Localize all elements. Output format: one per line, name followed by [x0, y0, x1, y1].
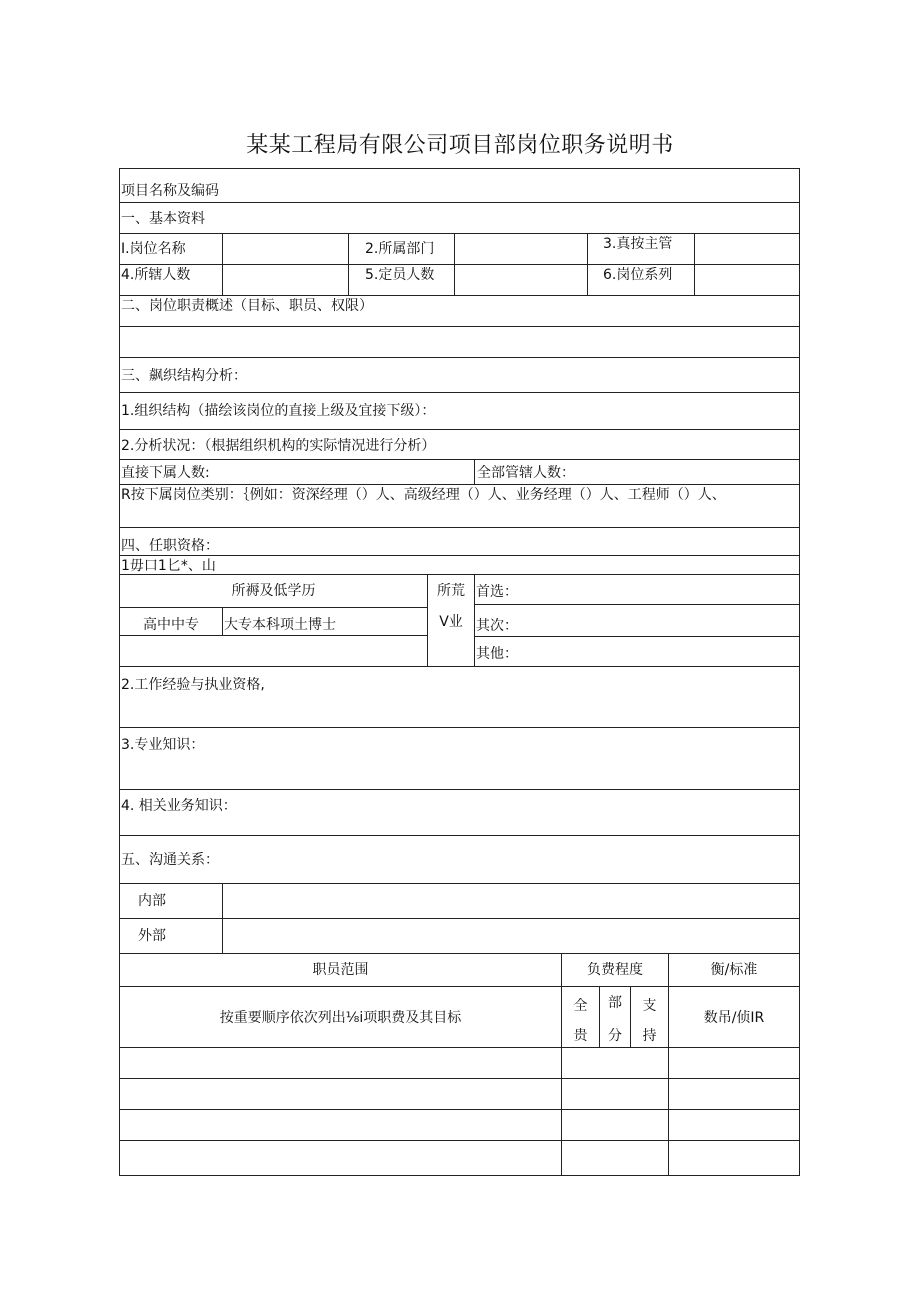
project-name-label: 项目名称及编码 [121, 183, 219, 199]
column-divider [222, 607, 223, 635]
row-divider [119, 392, 800, 393]
org-structure-label: 1.组织结构（描绘该岗位的直接上级及宜接下级）： [121, 403, 436, 419]
responsibility-scope-header: 职员范围 [312, 962, 369, 978]
row-divider [119, 202, 800, 203]
work-experience-label: 2.工作经验与执业资格, [121, 677, 265, 693]
qualification-heading: 四、任职资格： [121, 538, 219, 554]
row-divider [119, 459, 800, 460]
supervisor-input[interactable] [695, 234, 799, 264]
task-description-label: 按重要顺序依次列出⅛i项职费及其目标 [219, 1010, 462, 1026]
row-divider [119, 574, 800, 575]
department-label: 2.所属部门 [365, 241, 435, 257]
row-divider [119, 986, 800, 987]
row-divider [119, 429, 800, 430]
row-divider [119, 555, 800, 556]
column-divider [587, 233, 588, 295]
row-divider [119, 727, 800, 728]
headcount-input[interactable] [455, 265, 587, 295]
row-divider [119, 953, 800, 954]
degree-partial-line1: 部 [608, 995, 622, 1011]
other-label: 其他： [476, 646, 518, 662]
row-divider [119, 835, 800, 836]
measurement-standard-header: 衡/标准 [710, 962, 758, 978]
position-series-label: 6.岗位系列 [603, 267, 673, 283]
basic-info-heading: 一、基本资料 [121, 211, 205, 227]
duty-row-2[interactable] [120, 1079, 799, 1109]
preferred-label: 首选： [476, 584, 518, 600]
education-level-left: 高中中专 [143, 617, 199, 633]
row-divider [119, 295, 800, 296]
education-header: 所褥及低学历 [231, 583, 316, 599]
major-label-top: 所荒 [437, 583, 465, 599]
row-divider [119, 357, 800, 358]
external-label: 外部 [138, 928, 166, 944]
column-divider [474, 459, 475, 484]
duty-row-1[interactable] [120, 1048, 799, 1078]
secondary-label: 其次： [476, 618, 518, 634]
communication-heading: 五、沟通关系： [121, 852, 219, 868]
subordinates-input[interactable] [223, 265, 348, 295]
row-divider [119, 168, 800, 169]
business-knowledge-label: 4. 相关业务知识： [121, 798, 237, 814]
major-label-bottom: V业 [439, 614, 463, 630]
row-divider [119, 527, 800, 528]
column-divider [474, 574, 475, 666]
degree-support-line2: 持 [642, 1028, 657, 1044]
page-title: 某某工程局有限公司项目部岗位职务说明书 [246, 133, 674, 158]
duty-row-4[interactable] [120, 1141, 799, 1175]
total-managed-label: 全部管辖人数： [477, 465, 575, 481]
row-divider [119, 484, 800, 485]
qualification-line: 1毋口1匕*、山 [121, 558, 216, 574]
department-input[interactable] [455, 234, 587, 264]
analysis-label: 2.分析状况：（根据组织机构的实际情况进行分析） [121, 438, 436, 454]
professional-knowledge-label: 3.专业知识： [121, 737, 205, 753]
subordinate-types-label: R按下属岗位类别：｛例如：资深经理（）人、高级经理（）人、业务经理（）人、工程师（）人、 [121, 487, 726, 503]
duties-heading: 二、岗位职责概述（目标、职员、权限） [121, 298, 373, 314]
responsibility-degree-header: 负费程度 [587, 962, 643, 978]
row-divider [119, 666, 800, 667]
external-input[interactable] [223, 919, 799, 953]
education-level-right: 大专本科项土博士 [224, 617, 336, 633]
row-divider [475, 604, 800, 605]
internal-input[interactable] [223, 884, 799, 918]
supervisor-label: 3.真按主管 [603, 236, 673, 252]
column-divider [348, 233, 349, 295]
position-series-input[interactable] [695, 265, 799, 295]
headcount-label: 5.定员人数 [365, 267, 435, 283]
position-name-input[interactable] [223, 234, 348, 264]
row-divider [119, 789, 800, 790]
org-analysis-heading: 三、飙织结构分析： [121, 368, 247, 384]
direct-subordinates-label: 直接下属人数: [121, 465, 210, 481]
row-divider [119, 635, 428, 636]
duties-input[interactable] [120, 327, 799, 357]
table-border-right [799, 168, 800, 1176]
internal-label: 内部 [138, 893, 166, 909]
degree-support-line1: 支 [642, 998, 657, 1014]
degree-full-line1: 全 [573, 998, 588, 1014]
row-divider [119, 1175, 800, 1176]
subordinates-label: 4.所辖人数 [121, 267, 191, 283]
row-divider [475, 636, 800, 637]
degree-partial-line2: 分 [608, 1028, 622, 1044]
degree-full-line2: 贵 [573, 1028, 588, 1044]
position-name-label: I.岗位名称 [121, 241, 186, 257]
duty-row-3[interactable] [120, 1110, 799, 1140]
row-divider [119, 607, 428, 608]
measurement-data-label: 数吊/侦IR [703, 1010, 765, 1026]
